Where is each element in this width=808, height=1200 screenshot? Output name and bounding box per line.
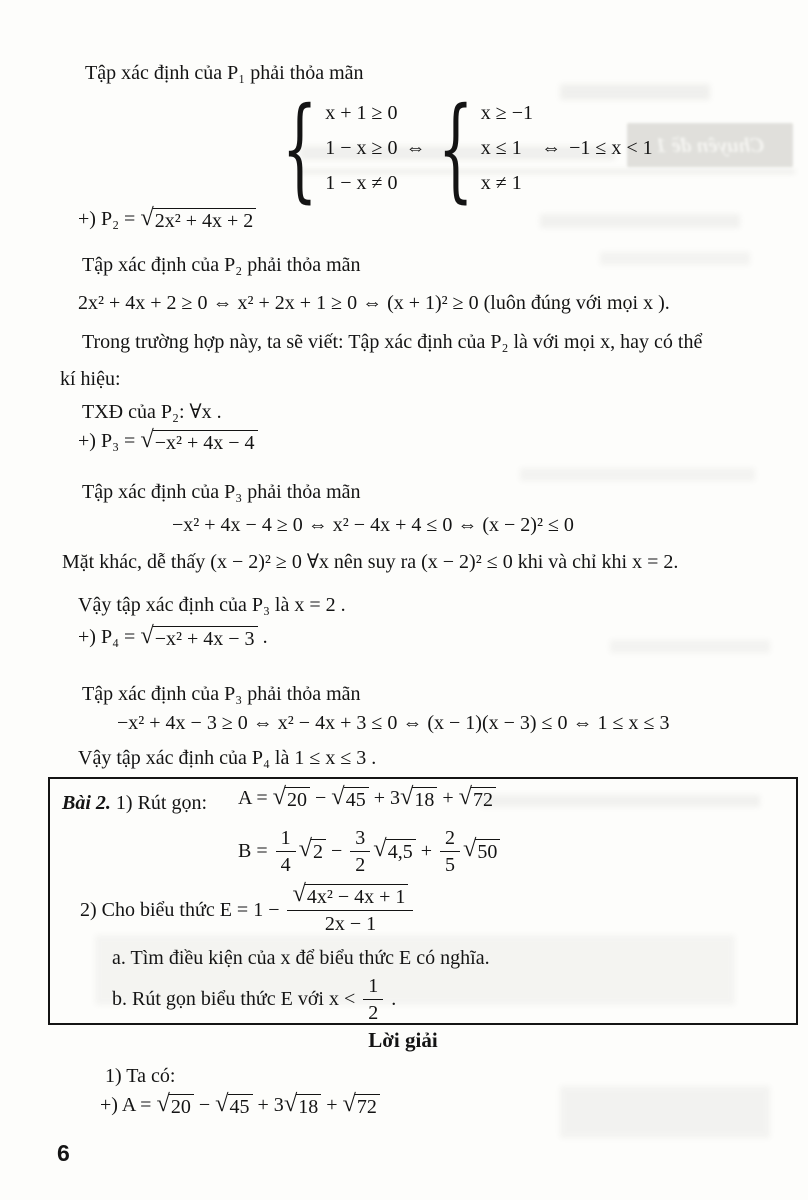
text: Tập xác định của P₃ phải thỏa mãn [82, 481, 361, 503]
paragraph-p4-conclusion [78, 745, 376, 771]
text: b. Rút gọn biểu thức E với x < [112, 987, 361, 1010]
radical-sign-icon: √ [373, 834, 387, 862]
paragraph-note-line1 [82, 329, 702, 355]
text: 2) Cho biểu thức E = 1 − [80, 898, 285, 921]
text: 2x² + 4x + 2 ≥ 0 ⇔ x² + 2x + 1 ≥ 0 ⇔ (x + 1)² ≥ 0 (luôn đúng với mọi x ). [78, 292, 670, 314]
text: Vậy tập xác định của P₃ là x = 2 . [78, 594, 346, 616]
case-6: x ≠ 1 [480, 172, 522, 194]
text: +) P₂ = [78, 208, 141, 230]
radical-sign-icon: √ [342, 1090, 356, 1117]
text: + 3 [252, 1094, 284, 1116]
text: 45 [229, 1096, 250, 1118]
text: 72 [356, 1096, 377, 1118]
fraction [363, 974, 383, 1025]
text: 45 [345, 789, 366, 811]
sqrt-radical [272, 783, 310, 812]
case-3: 1 − x ≠ 0 [325, 172, 398, 194]
text: −x² + 4x − 4 [154, 432, 255, 454]
case-4: x ≥ −1 [480, 102, 534, 124]
paragraph-note-line2 [60, 366, 121, 392]
formula-p3-inequality [172, 512, 574, 538]
bleedthrough-smudge [560, 1086, 770, 1138]
fraction [276, 826, 296, 877]
text: − [193, 1094, 216, 1116]
text: 20 [287, 789, 308, 811]
text: +) P₄ = [78, 626, 141, 648]
text: 2x² + 4x + 2 [154, 210, 254, 232]
numerator [287, 880, 413, 911]
formula-B [238, 825, 500, 877]
formula-p4-inequality [117, 710, 669, 736]
radical-sign-icon: √ [140, 622, 154, 649]
text: 72 [473, 789, 494, 811]
text: 1) Rút gọn: [110, 792, 208, 814]
text: 1) Ta có: [105, 1065, 176, 1087]
text: 1 [368, 974, 379, 997]
fraction [287, 880, 413, 936]
text: 4,5 [387, 840, 413, 863]
numerator [350, 826, 370, 852]
radical-sign-icon: √ [140, 426, 154, 453]
text: 3 [355, 826, 366, 849]
text: +) A = [100, 1094, 157, 1116]
radicand [153, 208, 257, 233]
sqrt-radical [140, 426, 257, 455]
page-number: 6 [57, 1140, 70, 1166]
exercise-2-label [62, 792, 207, 815]
sqrt-radical [283, 1090, 321, 1119]
formula-p4-definition [78, 624, 268, 651]
case-1: x + 1 ≥ 0 [325, 102, 398, 124]
text: 18 [414, 789, 435, 811]
formula-A [238, 783, 496, 812]
radicand [228, 1094, 253, 1119]
radicand [386, 839, 416, 864]
text: Mặt khác, dễ thấy (x − 2)² ≥ 0 ∀x nên suy ra (x − 2)² ≤ 0 khi và chỉ khi x = 2. [62, 551, 679, 573]
solution-step-intro [105, 1063, 175, 1089]
text: + 3 [368, 787, 400, 809]
text: 2 [444, 826, 455, 849]
formula-p2-inequality [78, 290, 670, 316]
text: −x² + 4x − 3 [154, 628, 255, 650]
exercise-2-box [48, 777, 798, 1025]
text: + [437, 787, 459, 809]
denominator [281, 852, 291, 877]
solution-heading: Lời giải [368, 1028, 438, 1052]
radical-sign-icon: √ [462, 834, 477, 862]
text: Trong trường hợp này, ta sẽ viết: Tập xác định của P₂ là với mọi x, hay có thể [82, 331, 703, 353]
exercise-item-b [112, 975, 396, 1023]
radical-sign-icon: √ [272, 783, 287, 810]
sqrt-radical [462, 834, 500, 864]
text: 5 [444, 853, 455, 876]
radicand [412, 787, 437, 812]
text: 1 [280, 826, 291, 849]
iff-symbol: ⇔ [541, 137, 562, 159]
exercise-item-a [112, 947, 490, 970]
sqrt-radical [342, 1090, 379, 1119]
left-brace-icon: { [281, 83, 318, 214]
text: Vậy tập xác định của P₄ là 1 ≤ x ≤ 3 . [78, 747, 377, 769]
denominator [368, 1000, 378, 1025]
radicand [305, 884, 409, 909]
numerator [440, 826, 460, 852]
iff-symbol: ⇔ [405, 137, 426, 159]
text: Tập xác định của P₂ phải thỏa mãn [82, 254, 361, 276]
left-brace-icon: { [437, 83, 473, 214]
paragraph-p3-argument [62, 549, 678, 575]
radicand [471, 787, 496, 812]
paragraph-txd-notation [82, 399, 222, 425]
radicand [285, 787, 310, 812]
radicand [296, 1094, 321, 1119]
denominator [325, 911, 376, 936]
text: −x² + 4x − 4 ≥ 0 ⇔ x² − 4x + 4 ≤ 0 ⇔ (x − 2)² ≤ 0 [172, 514, 574, 536]
denominator [355, 852, 365, 877]
sqrt-radical [292, 880, 408, 909]
radical-sign-icon: √ [283, 1090, 298, 1117]
radicand [153, 430, 258, 455]
radicand [355, 1094, 380, 1119]
radical-sign-icon: √ [156, 1090, 170, 1117]
formula-p3-definition [78, 428, 258, 455]
text: a. Tìm điều kiện của x để biểu thức E có nghĩa. [112, 947, 490, 969]
text: kí hiệu: [60, 368, 121, 390]
bleedthrough-banner-label: Chuyên đề 1 [655, 132, 765, 157]
radical-sign-icon: √ [292, 880, 306, 907]
text: 2 [313, 840, 324, 863]
text: −x² + 4x − 3 ≥ 0 ⇔ x² − 4x + 3 ≤ 0 ⇔ (x − 1)(x − 3) ≤ 0 ⇔ 1 ≤ x ≤ 3 [117, 712, 670, 734]
formula-p2-definition [78, 206, 256, 233]
text: +) P₃ = [78, 430, 141, 452]
text: 18 [298, 1096, 319, 1118]
radical-sign-icon: √ [140, 204, 154, 231]
radical-sign-icon: √ [298, 834, 313, 862]
bleedthrough-smudge [610, 640, 770, 653]
text: . [386, 987, 397, 1010]
radicand [169, 1094, 194, 1119]
sqrt-radical [156, 1090, 193, 1119]
inequality-system [278, 83, 653, 214]
sqrt-radical [399, 783, 437, 812]
sqrt-radical [140, 204, 256, 233]
sqrt-radical [298, 834, 326, 864]
solution-formula-A [100, 1092, 380, 1119]
sqrt-radical [331, 783, 368, 812]
numerator [276, 826, 296, 852]
system-result: −1 ≤ x < 1 [569, 137, 653, 159]
text: B = [238, 839, 273, 862]
text: − [326, 839, 348, 862]
text: . [257, 626, 268, 648]
radicand [311, 839, 326, 864]
text: Tập xác định của P₃ phải thỏa mãn [82, 683, 361, 705]
text: + [415, 839, 437, 862]
sqrt-radical [215, 1090, 252, 1119]
text: 4 [280, 853, 291, 876]
system-cases-right [481, 96, 533, 201]
radical-sign-icon: √ [458, 783, 473, 810]
paragraph-domain-p2-intro [82, 252, 361, 278]
bleedthrough-smudge [520, 468, 755, 481]
bold-italic-text: Bài 2. [62, 792, 111, 814]
bleedthrough-smudge [540, 214, 740, 228]
fraction [440, 826, 460, 877]
radical-sign-icon: √ [331, 783, 345, 810]
sqrt-radical [140, 622, 257, 651]
bleedthrough-smudge [600, 252, 750, 265]
sqrt-radical [373, 834, 415, 864]
formula-E [80, 877, 416, 943]
radical-sign-icon: √ [399, 783, 414, 810]
sqrt-radical [458, 783, 496, 812]
text: 2 [368, 1001, 379, 1024]
text: A = [238, 787, 273, 809]
text: 4x² − 4x + 1 [306, 886, 406, 908]
radical-sign-icon: √ [215, 1090, 229, 1117]
text: 50 [477, 840, 498, 863]
text: TXĐ của P₂: ∀x . [82, 401, 222, 423]
radicand [475, 839, 500, 864]
case-5: x ≤ 1 [480, 137, 522, 159]
system-cases-left [325, 96, 397, 201]
fraction [350, 826, 370, 877]
radicand [153, 626, 258, 651]
paragraph-domain-p3-intro [82, 479, 361, 505]
text: 2x − 1 [324, 913, 377, 935]
case-2: 1 − x ≥ 0 [325, 137, 398, 159]
text: − [310, 787, 332, 809]
numerator [363, 974, 383, 1000]
text: 2 [355, 853, 366, 876]
paragraph-domain-p4-intro [82, 681, 361, 707]
paragraph-domain-p1-intro [85, 60, 364, 86]
text: 20 [170, 1096, 191, 1118]
text: Tập xác định của P₁ phải thỏa mãn [85, 62, 364, 84]
text: + [321, 1094, 343, 1116]
paragraph-p3-conclusion [78, 592, 346, 618]
radicand [344, 787, 369, 812]
denominator [445, 852, 455, 877]
